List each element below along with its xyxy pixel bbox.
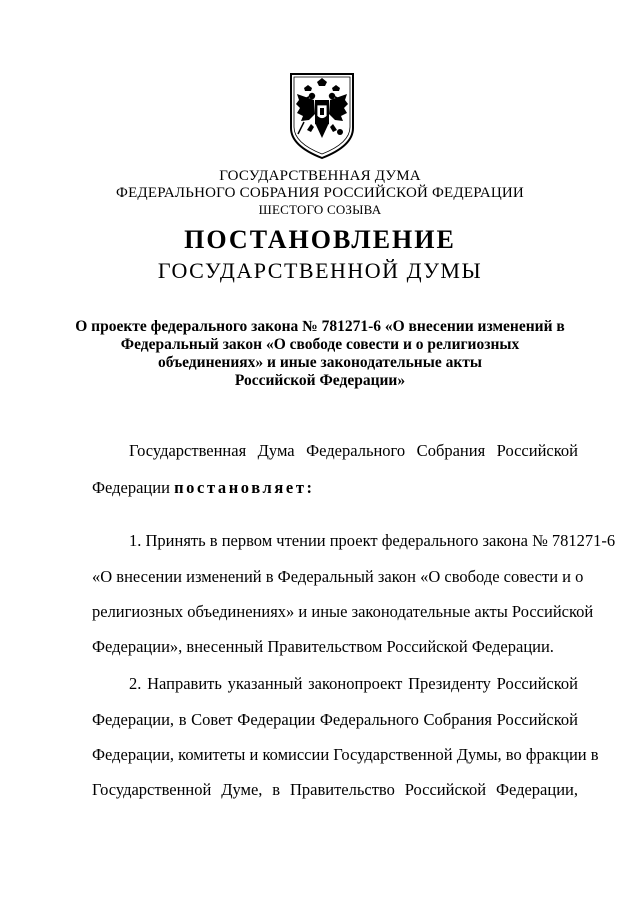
subject-line: объединениях» и иные законодательные акты	[157, 354, 482, 371]
resolves-word: постановляет:	[174, 478, 315, 497]
paragraph-2-line: 2. Направить указанный законопроект Президенту Российской	[129, 674, 578, 693]
paragraph-1-line: религиозных объединениях» и иные законодательные акты Российской	[92, 602, 594, 621]
subject-line: Федеральный закон «О свободе совести и о религиозных	[120, 336, 520, 353]
subject-line: Российской Федерации»	[234, 372, 406, 389]
institution-name: ГОСУДАРСТВЕННАЯ ДУМА	[219, 168, 421, 184]
preamble-line: Государственная Дума Федерального Собрания Российской	[129, 441, 578, 460]
preamble-line	[92, 477, 578, 499]
document-subtitle: ГОСУДАРСТВЕННОЙ ДУМЫ	[157, 258, 483, 283]
paragraph-2-line: Государственной Думе, в Правительство Российской Федерации,	[92, 780, 578, 799]
paragraph-2-line: Федерации, в Совет Федерации Федерального Собрания Российской	[92, 710, 578, 729]
paragraph-1-line: Федерации», внесенный Правительством Российской Федерации.	[92, 637, 554, 656]
preamble-text: Федерации	[92, 478, 175, 497]
paragraph-2-line: Федерации, комитеты и комиссии Государственной Думы, во фракции в	[92, 745, 599, 764]
paragraph-1-line: 1. Принять в первом чтении проект федерального закона № 781271-6	[129, 531, 616, 550]
document-title: ПОСТАНОВЛЕНИЕ	[184, 225, 456, 254]
institution-assembly: ФЕДЕРАЛЬНОГО СОБРАНИЯ РОССИЙСКОЙ ФЕДЕРАЦИИ	[116, 185, 524, 201]
coat-of-arms-emblem	[287, 72, 357, 160]
paragraph-1-line: «О внесении изменений в Федеральный закон «О свободе совести и о	[92, 567, 584, 586]
subject-line: О проекте федерального закона № 781271-6 «О внесении изменений в	[75, 318, 565, 335]
convocation: ШЕСТОГО СОЗЫВА	[258, 202, 382, 217]
